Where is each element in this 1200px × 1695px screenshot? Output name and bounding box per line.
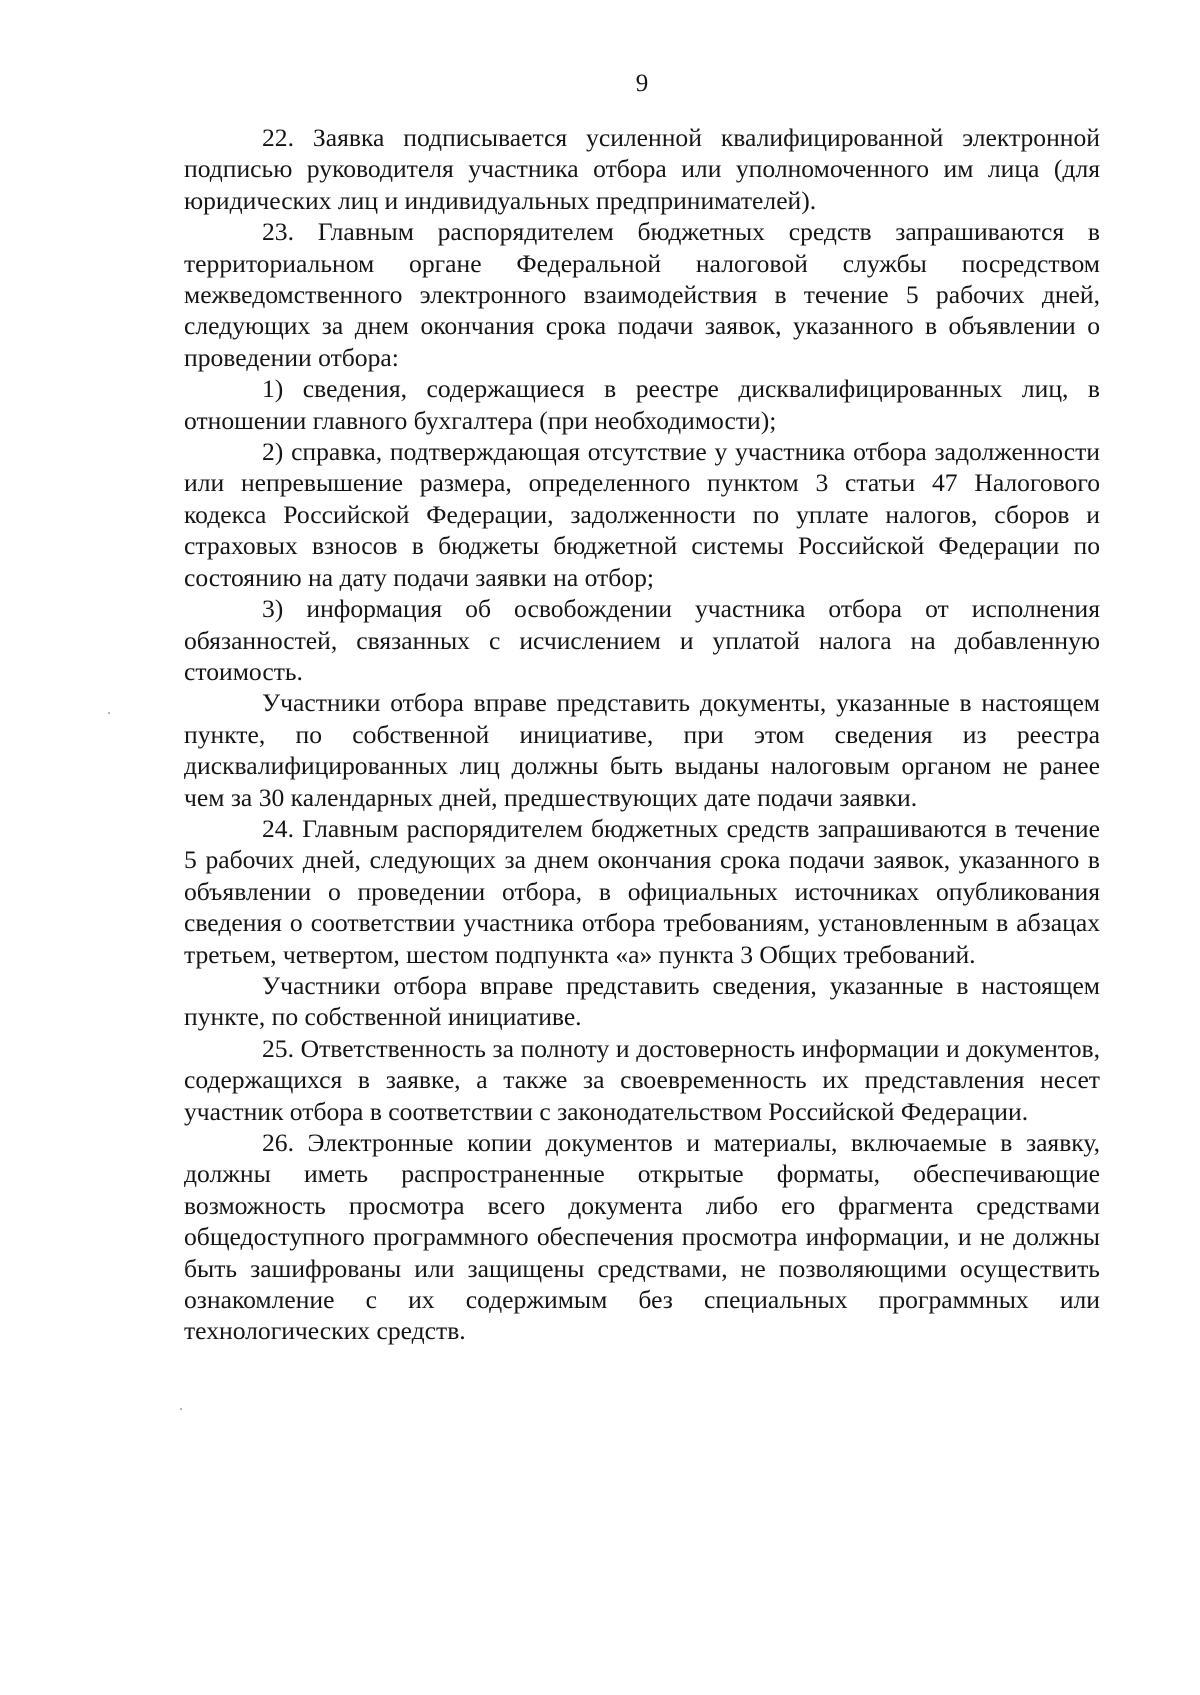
paragraph-23: 23. Главным распорядителем бюджетных средств запрашиваются в территориальном органе Федеральной налоговой службы посредством межведомственного электронного взаимодействия в течение 5 рабочих дней, следующих за днем окончания срока подачи заявок, указанного в объявлении о проведении отбора:	[184, 217, 1100, 372]
paragraph-26: 26. Электронные копии документов и материалы, включаемые в заявку, должны иметь распространенные открытые форматы, обеспечивающие возможность просмотра всего документа либо его фрагмента средствами общедоступного программного обеспечения просмотра информации, и не должны быть зашифрованы или защищены средствами, не позволяющими осуществить ознакомление с их содержимым без специальных программных или технологических средств.	[184, 1128, 1100, 1346]
paragraph-24-note: Участники отбора вправе представить сведения, указанные в настоящем пункте, по собственной инициативе.	[184, 970, 1100, 1032]
scan-speck	[108, 712, 110, 714]
document-body	[184, 122, 1100, 1347]
paragraph-23-note: Участники отбора вправе представить документы, указанные в настоящем пункте, по собственной инициативе, при этом сведения из реестра дисквалифицированных лиц должны быть выданы налоговым органом не ранее чем за 30 календарных дней, предшествующих дате подачи заявки.	[184, 688, 1100, 812]
paragraph-23-item-2: 2) справка, подтверждающая отсутствие у участника отбора задолженности или непревышение размера, определенного пунктом 3 статьи 47 Налогового кодекса Российской Федерации, задолженности по уплате налогов, сборов и страховых взносов в бюджеты бюджетной системы Российской Федерации по состоянию на дату подачи заявки на отбор;	[184, 437, 1100, 592]
paragraph-25: 25. Ответственность за полноту и достоверность информации и документов, содержащихся в заявке, а также за своевременность их представления несет участник отбора в соответствии с законодательством Российской Федерации.	[184, 1033, 1100, 1126]
paragraph-23-item-1: 1) сведения, содержащиеся в реестре дисквалифицированных лиц, в отношении главного бухгалтера (при необходимости);	[184, 374, 1100, 435]
page-number: 9	[635, 70, 649, 97]
paragraph-23-item-3: 3) информация об освобождении участника отбора от исполнения обязанностей, связанных с исчислением и уплатой налога на добавленную стоимость.	[184, 594, 1100, 686]
paragraph-24: 24. Главным распорядителем бюджетных средств запрашиваются в течение 5 рабочих дней, следующих за днем окончания срока подачи заявок, указанного в объявлении о проведении отбора, в официальных источниках опубликования сведения о соответствии участника отбора требованиям, установленным в абзацах третьем, четвертом, шестом подпункта «а» пункта 3 Общих требований.	[184, 813, 1100, 969]
scan-speck	[180, 1408, 182, 1410]
paragraph-22: 22. Заявка подписывается усиленной квалифицированной электронной подписью руководителя участника отбора или уполномоченного им лица (для юридических лиц и индивидуальных предпринимателей).	[184, 123, 1100, 215]
